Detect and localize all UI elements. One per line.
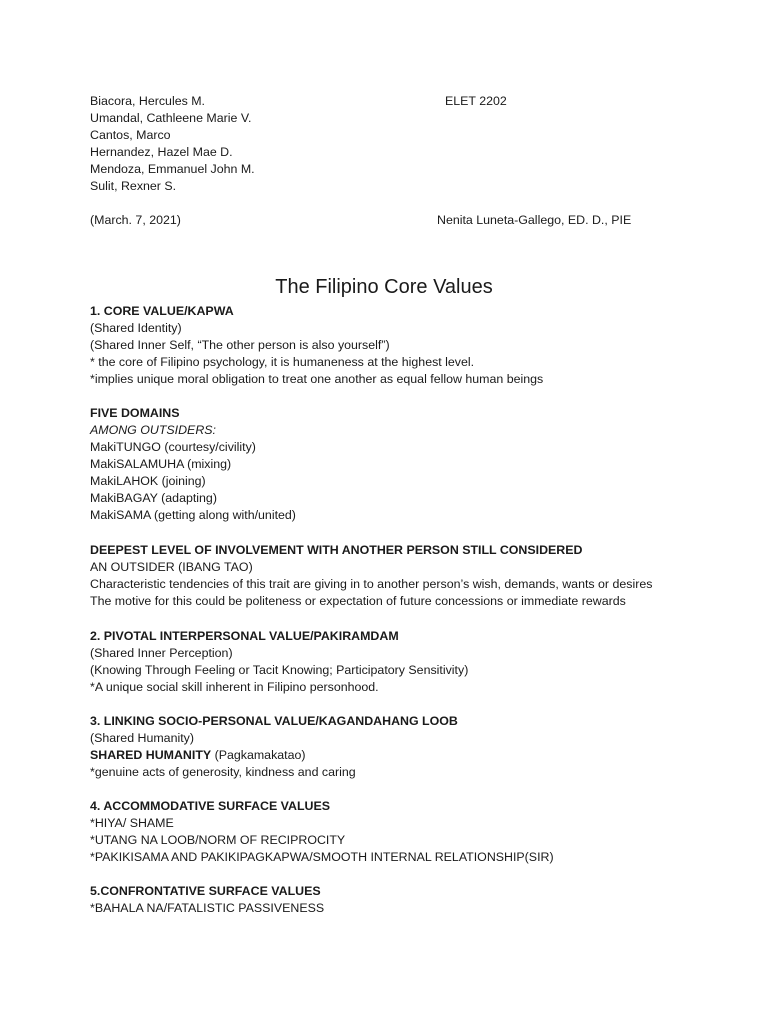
section-line: *UTANG NA LOOB/NORM OF RECIPROCITY	[90, 833, 346, 847]
section-line: *PAKIKISAMA AND PAKIKIPAGKAPWA/SMOOTH INTERNAL RELATIONSHIP(SIR)	[90, 850, 554, 864]
shared-humanity-label: SHARED HUMANITY	[90, 748, 212, 762]
author-name: Mendoza, Emmanuel John M.	[90, 162, 255, 176]
section-heading: 4. ACCOMMODATIVE SURFACE VALUES	[90, 799, 331, 813]
author-name: Umandal, Cathleene Marie V.	[90, 111, 252, 125]
section-line: (Shared Humanity)	[90, 731, 194, 745]
domain-item: MakiLAHOK (joining)	[90, 474, 206, 488]
section-subheading: AMONG OUTSIDERS:	[90, 423, 216, 437]
section-line: *genuine acts of generosity, kindness and caring	[90, 765, 356, 779]
section-line: (Shared Identity)	[90, 321, 182, 335]
section-line	[90, 747, 306, 764]
section-line: (Knowing Through Feeling or Tacit Knowing; Participatory Sensitivity)	[90, 663, 469, 677]
author-name: Hernandez, Hazel Mae D.	[90, 145, 233, 159]
document-date: (March. 7, 2021)	[90, 213, 181, 227]
author-name: Cantos, Marco	[90, 128, 171, 142]
section-heading: 5.CONFRONTATIVE SURFACE VALUES	[90, 884, 321, 898]
domain-item: MakiSALAMUHA (mixing)	[90, 457, 232, 471]
section-heading: FIVE DOMAINS	[90, 406, 180, 420]
domain-item: MakiBAGAY (adapting)	[90, 491, 217, 505]
document-title: The Filipino Core Values	[275, 276, 493, 298]
section-heading: DEEPEST LEVEL OF INVOLVEMENT WITH ANOTHER PERSON STILL CONSIDERED	[90, 543, 583, 557]
section-heading: 1. CORE VALUE/KAPWA	[90, 304, 234, 318]
section-line: (Shared Inner Perception)	[90, 646, 233, 660]
section-line: (Shared Inner Self, “The other person is also yourself”)	[90, 338, 390, 352]
author-name: Sulit, Rexner S.	[90, 179, 177, 193]
section-heading: 3. LINKING SOCIO-PERSONAL VALUE/KAGANDAHANG LOOB	[90, 714, 458, 728]
section-line: *A unique social skill inherent in Filipino personhood.	[90, 680, 379, 694]
course-code: ELET 2202	[445, 94, 507, 108]
section-line: Characteristic tendencies of this trait are giving in to another person’s wish, demands, wants or desires	[90, 577, 653, 591]
shared-humanity-note: (Pagkamakatao)	[211, 748, 306, 762]
author-name: Biacora, Hercules M.	[90, 94, 205, 108]
section-line: The motive for this could be politeness or expectation of future concessions or immediate rewards	[90, 594, 626, 608]
section-line: *BAHALA NA/FATALISTIC PASSIVENESS	[90, 901, 325, 915]
section-line: *implies unique moral obligation to treat one another as equal fellow human beings	[90, 372, 544, 386]
domain-item: MakiSAMA (getting along with/united)	[90, 508, 296, 522]
section-line: * the core of Filipino psychology, it is humaneness at the highest level.	[90, 355, 475, 369]
domain-item: MakiTUNGO (courtesy/civility)	[90, 440, 256, 454]
section-line: AN OUTSIDER (IBANG TAO)	[90, 560, 253, 574]
section-heading: 2. PIVOTAL INTERPERSONAL VALUE/PAKIRAMDAM	[90, 629, 399, 643]
section-line: *HIYA/ SHAME	[90, 816, 174, 830]
instructor-name: Nenita Luneta-Gallego, ED. D., PIE	[437, 213, 632, 227]
